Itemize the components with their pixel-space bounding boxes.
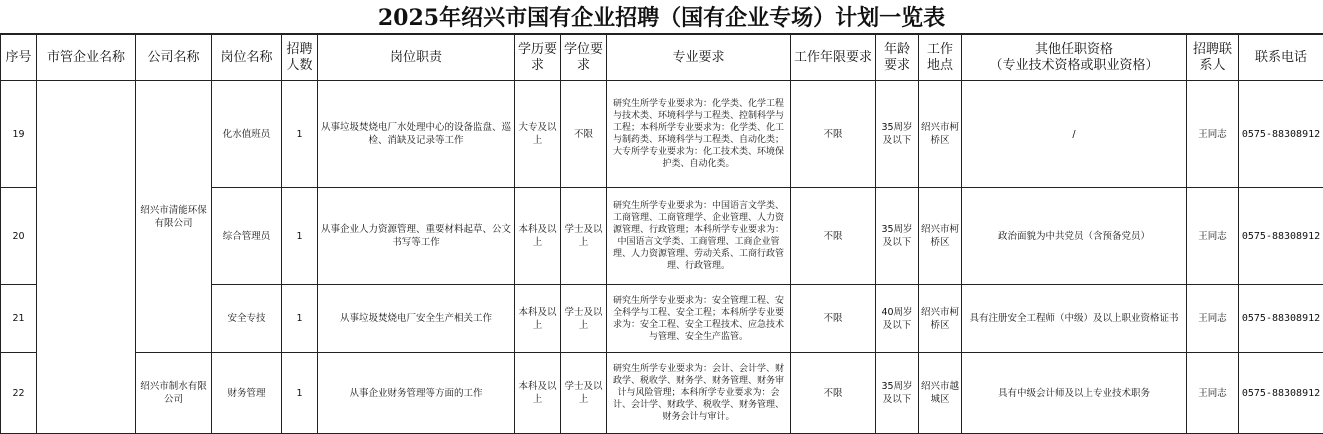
cell-edu[interactable]: 大专及以上: [515, 81, 561, 188]
cell-duty[interactable]: 从事垃圾焚烧电厂水处理中心的设备监盘、巡检、消缺及记录等工作: [318, 81, 515, 188]
cell-group[interactable]: [37, 81, 136, 434]
header-phone[interactable]: 联系电话: [1239, 35, 1323, 81]
header-location[interactable]: 工作地点: [919, 35, 962, 81]
cell-major[interactable]: 研究生所学专业要求为：安全管理工程、安全科学与工程、安全工程；本科所学专业要求为：安全工程、安全工程技术、应急技术与管理、安全生产监管。: [607, 285, 791, 353]
cell-position[interactable]: 财务管理: [212, 353, 282, 434]
cell-major[interactable]: 研究生所学专业要求为：中国语言文学类、工商管理、工商管理学、企业管理、人力资源管理、行政管理；本科所学专业要求为：中国语言文学类、工商管理、工商企业管理、人力资源管理、劳动关系、工商行政管理、行政管理。: [607, 188, 791, 285]
header-row: [1, 35, 1323, 81]
cell-exp[interactable]: 不限: [791, 188, 876, 285]
header-count[interactable]: 招聘人数: [282, 35, 318, 81]
header-exp[interactable]: 工作年限要求: [791, 35, 876, 81]
cell-age[interactable]: 35周岁及以下: [876, 81, 919, 188]
page-title: 2025年绍兴市国有企业招聘（国有企业专场）计划一览表: [0, 0, 1323, 34]
cell-contact[interactable]: 王同志: [1187, 188, 1239, 285]
cell-other[interactable]: 具有中级会计师及以上专业技术职务: [962, 353, 1187, 434]
cell-other[interactable]: /: [962, 81, 1187, 188]
cell-location[interactable]: 绍兴市越城区: [919, 353, 962, 434]
header-position[interactable]: 岗位名称: [212, 35, 282, 81]
cell-other[interactable]: 政治面貌为中共党员（含预备党员）: [962, 188, 1187, 285]
cell-position[interactable]: 综合管理员: [212, 188, 282, 285]
cell-degree[interactable]: 不限: [561, 81, 607, 188]
cell-degree[interactable]: 学士及以上: [561, 188, 607, 285]
cell-duty[interactable]: 从事企业人力资源管理、重要材料起草、公文书写等工作: [318, 188, 515, 285]
cell-major[interactable]: 研究生所学专业要求为：会计、会计学、财政学、税收学、财务学、财务管理、财务审计与风险管理；本科所学专业要求为：会计、会计学、财政学、税收学、财务管理、财务会计与审计。: [607, 353, 791, 434]
cell-edu[interactable]: 本科及以上: [515, 353, 561, 434]
cell-contact[interactable]: 王同志: [1187, 81, 1239, 188]
cell-location[interactable]: 绍兴市柯桥区: [919, 285, 962, 353]
cell-age[interactable]: 40周岁及以下: [876, 285, 919, 353]
cell-position[interactable]: 化水值班员: [212, 81, 282, 188]
cell-count[interactable]: 1: [282, 81, 318, 188]
header-edu[interactable]: 学历要求: [515, 35, 561, 81]
cell-major[interactable]: 研究生所学专业要求为：化学类、化学工程与技术类、环境科学与工程类、控制科学与工程；本科所学专业要求为：化学类、化工与制药类、环境科学与工程类、自动化类；大专所学专业要求为：化工技术类、环境保护类、自动化类。: [607, 81, 791, 188]
cell-seq[interactable]: 20: [1, 188, 37, 285]
header-company[interactable]: 公司名称: [136, 35, 212, 81]
cell-duty[interactable]: 从事企业财务管理等方面的工作: [318, 353, 515, 434]
cell-location[interactable]: 绍兴市柯桥区: [919, 188, 962, 285]
cell-age[interactable]: 35周岁及以下: [876, 188, 919, 285]
cell-position[interactable]: 安全专技: [212, 285, 282, 353]
cell-edu[interactable]: 本科及以上: [515, 188, 561, 285]
table-row: [1, 353, 1323, 434]
header-major[interactable]: 专业要求: [607, 35, 791, 81]
cell-count[interactable]: 1: [282, 353, 318, 434]
cell-phone[interactable]: 0575-88308912: [1239, 285, 1323, 353]
cell-degree[interactable]: 学士及以上: [561, 285, 607, 353]
cell-company[interactable]: 绍兴市制水有限公司: [136, 353, 212, 434]
cell-seq[interactable]: 19: [1, 81, 37, 188]
header-contact[interactable]: 招聘联系人: [1187, 35, 1239, 81]
cell-age[interactable]: 35周岁及以下: [876, 353, 919, 434]
cell-other[interactable]: 具有注册安全工程师（中级）及以上职业资格证书: [962, 285, 1187, 353]
cell-edu[interactable]: 本科及以上: [515, 285, 561, 353]
cell-phone[interactable]: 0575-88308912: [1239, 188, 1323, 285]
header-other[interactable]: [962, 35, 1187, 81]
cell-degree[interactable]: 学士及以上: [561, 353, 607, 434]
header-other-line1: 其他任职资格: [964, 42, 1184, 58]
cell-exp[interactable]: 不限: [791, 81, 876, 188]
cell-location[interactable]: 绍兴市柯桥区: [919, 81, 962, 188]
header-other-line2: （专业技术资格或职业资格）: [964, 58, 1184, 74]
header-group[interactable]: 市管企业名称: [37, 35, 136, 81]
cell-count[interactable]: 1: [282, 285, 318, 353]
cell-contact[interactable]: 王同志: [1187, 353, 1239, 434]
header-duty[interactable]: 岗位职责: [318, 35, 515, 81]
cell-exp[interactable]: 不限: [791, 285, 876, 353]
cell-seq[interactable]: 21: [1, 285, 37, 353]
cell-count[interactable]: 1: [282, 188, 318, 285]
cell-phone[interactable]: 0575-88308912: [1239, 353, 1323, 434]
table-row: [1, 81, 1323, 188]
cell-seq[interactable]: 22: [1, 353, 37, 434]
cell-phone[interactable]: 0575-88308912: [1239, 81, 1323, 188]
cell-contact[interactable]: 王同志: [1187, 285, 1239, 353]
cell-duty[interactable]: 从事垃圾焚烧电厂安全生产相关工作: [318, 285, 515, 353]
recruitment-table: [0, 34, 1323, 434]
cell-exp[interactable]: 不限: [791, 353, 876, 434]
cell-company[interactable]: 绍兴市清能环保有限公司: [136, 81, 212, 353]
header-seq[interactable]: 序号: [1, 35, 37, 81]
header-degree[interactable]: 学位要求: [561, 35, 607, 81]
header-age[interactable]: 年龄要求: [876, 35, 919, 81]
